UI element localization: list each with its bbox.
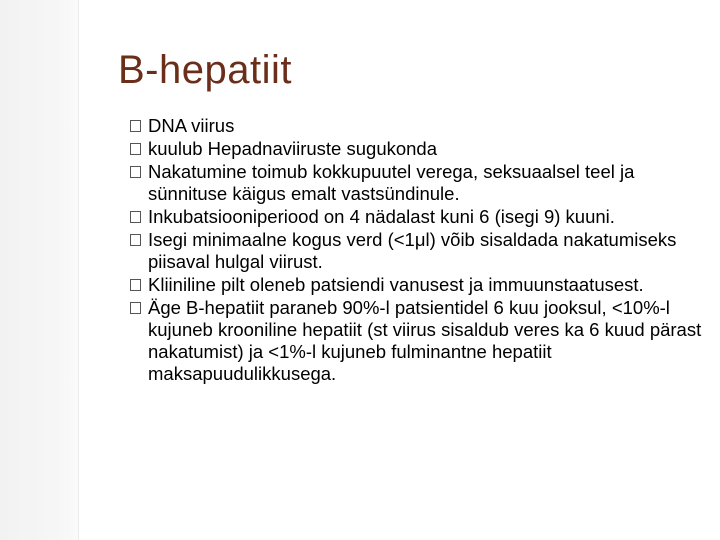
bullet-text: kuulub Hepadnaviiruste sugukonda [148, 138, 438, 159]
bullet-text: Kliiniline pilt oleneb patsiendi vanusest ja immuunstaatusest. [148, 274, 644, 295]
bullet-item [130, 138, 710, 160]
bullet-text: Isegi minimaalne kogus verd (<1μl) võib sisaldada nakatumiseks piisaval hulgal viirust. [148, 229, 677, 272]
bullet-box-icon [130, 302, 141, 314]
bullet-text: Inkubatsiooniperiood on 4 nädalast kuni 6 (isegi 9) kuuni. [148, 206, 615, 227]
bullet-item [130, 229, 710, 273]
bullet-item [130, 161, 710, 205]
bullet-box-icon [130, 234, 141, 246]
bullet-item [130, 274, 710, 296]
side-decoration-line [78, 0, 79, 540]
side-decoration-band [0, 0, 78, 540]
bullet-box-icon [130, 143, 141, 155]
bullet-item [130, 115, 710, 137]
bullet-box-icon [130, 211, 141, 223]
bullet-box-icon [130, 120, 141, 132]
bullet-list [130, 115, 710, 386]
bullet-box-icon [130, 166, 141, 178]
bullet-text: Äge B-hepatiit paraneb 90%-l patsientidel 6 kuu jooksul, <10%-l kujuneb krooniline hepatiit (st viirus sisaldub veres ka 6 kuud pärast nakatumist) ja <1%-l kujuneb fulminantne hepatiit maksapuudulikkusega. [148, 297, 702, 384]
bullet-item [130, 297, 710, 385]
bullet-box-icon [130, 279, 141, 291]
bullet-text: DNA viirus [148, 115, 235, 136]
bullet-item [130, 206, 710, 228]
bullet-text: Nakatumine toimub kokkupuutel verega, seksuaalsel teel ja sünnituse käigus emalt vastsündinule. [148, 161, 635, 204]
slide-title: B-hepatiit [118, 48, 292, 92]
